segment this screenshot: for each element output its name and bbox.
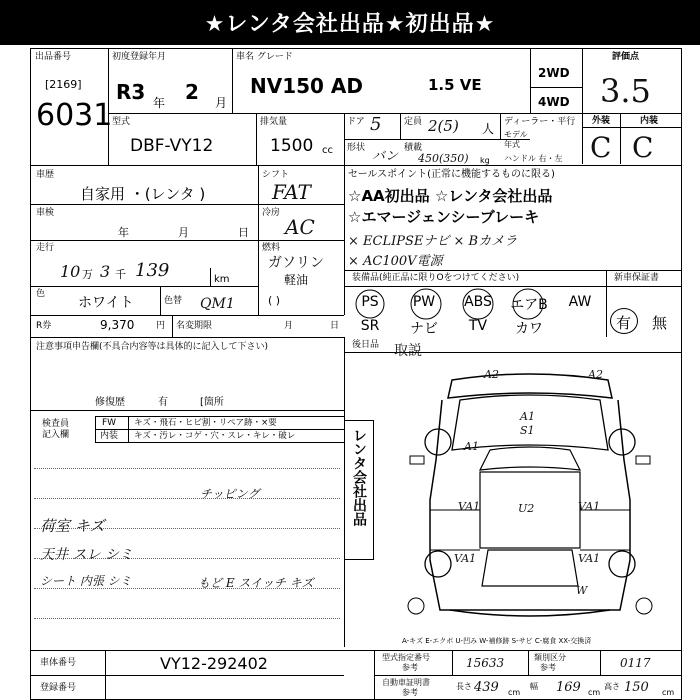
load-value: 450(350) <box>418 152 469 165</box>
color-label: 色 <box>36 289 46 299</box>
reg-tsuki: 月 <box>215 96 228 110</box>
equip-sr: SR <box>360 318 380 334</box>
remark-5: もど E スイッチ キズ <box>198 576 314 590</box>
width-unit: cm <box>588 688 601 697</box>
damage-s1: S1 <box>520 424 535 437</box>
equip-tv: TV <box>468 318 488 334</box>
remark-3: 天井 スレ シミ <box>40 547 133 563</box>
notes-label: 注意事項申告欄(不具合内容等は具体的に記入して下さい) <box>36 342 269 352</box>
reg-month: 2 <box>185 80 199 104</box>
remark-4: シート 内張 シミ <box>40 574 132 588</box>
point-1: ☆AA初出品 ☆レンタ会社出品 <box>348 187 553 205</box>
dealer-label: ディーラー・平行 <box>504 117 576 127</box>
fuel-label: 燃料 <box>262 243 281 253</box>
lot-sub: [2169] <box>45 78 82 91</box>
inspect-label: 車検 <box>36 208 55 218</box>
checker-l2: 記入欄 <box>42 430 70 440</box>
score-label: 評価点 <box>612 52 640 62</box>
equip-airbag: エアB <box>510 297 548 313</box>
drive-4wd: 4WD <box>538 95 570 109</box>
drive-2wd: 2WD <box>538 66 570 80</box>
category-value: 0117 <box>620 656 651 670</box>
height-unit: cm <box>662 688 675 697</box>
checker-fw: FW <box>102 418 117 428</box>
rear-label: 後日品 <box>352 340 380 350</box>
equip-circles <box>344 286 606 338</box>
length-value: 439 <box>474 680 499 695</box>
damage-va1-rear-left: VA1 <box>454 552 477 565</box>
fuel-other: ( ) <box>268 294 281 307</box>
cap-unit: 人 <box>482 122 495 136</box>
inspect-tsuki: 月 <box>178 226 189 239</box>
equip-label: 装備品(純正品に限りOをつけてください) <box>352 273 520 283</box>
height-label: 高さ <box>604 682 620 691</box>
model-name: NV150 AD <box>250 74 364 98</box>
expiry-hi: 日 <box>330 321 340 331</box>
point-3: × ECLIPSEナビ × Bカメラ <box>348 234 518 249</box>
repair-value: 有 <box>158 397 168 408</box>
point-2: ☆エマージェンシーブレーキ <box>348 208 540 226</box>
expiry-tsuki: 月 <box>284 321 294 331</box>
damage-va1-right: VA1 <box>578 500 601 513</box>
cap-label: 定員 <box>404 117 423 127</box>
shape-label: 形状 <box>347 143 366 153</box>
inspect-hi: 日 <box>238 226 249 239</box>
load-unit: kg <box>480 156 490 165</box>
mileage-sen: 3 <box>100 262 111 281</box>
lot-label: 出品番号 <box>35 52 72 62</box>
length-label: 長さ <box>456 682 472 691</box>
remark-2: 荷室 キズ <box>40 517 105 535</box>
damage-a2-right: A2 <box>588 368 603 381</box>
disp-value: 1500 <box>270 136 314 156</box>
handle-label: ハンドル 右・左 <box>504 154 563 163</box>
damage-a2-left: A2 <box>484 368 499 381</box>
certificate-label: 自動車証明書 <box>382 678 430 687</box>
mileage-man-unit: 万 <box>82 268 93 281</box>
damage-a1: A1 <box>520 410 535 423</box>
damage-w: W <box>576 584 588 597</box>
equip-ps: PS <box>361 294 379 310</box>
rental-stamp-text: レンタ会社出品 <box>351 428 367 526</box>
height-value: 150 <box>624 680 649 695</box>
warranty-yes: 有 <box>616 314 632 332</box>
equip-leather: カワ <box>515 321 543 337</box>
width-label: 幅 <box>530 682 538 691</box>
damage-u2: U2 <box>518 502 535 515</box>
disp-label: 排気量 <box>260 117 288 127</box>
recycle-label: R券 <box>36 321 52 331</box>
designation-label: 型式指定番号 <box>382 653 430 662</box>
category-sub: 参考 <box>540 663 556 672</box>
type-value: DBF-VY12 <box>130 136 214 156</box>
equip-navi: ナビ <box>410 321 438 337</box>
doors-value: 5 <box>370 114 382 135</box>
reg-nen: 年 <box>153 96 166 110</box>
grade: 1.5 VE <box>428 76 482 94</box>
color-change-label: 色替 <box>164 296 183 306</box>
ac-value: AC <box>285 215 315 239</box>
shape-value: バン <box>372 149 399 164</box>
warranty-yes-circle <box>610 308 638 334</box>
cap-value: 2(5) <box>428 117 459 135</box>
car-damage-diagram <box>380 360 680 630</box>
designation-sub: 参考 <box>402 663 418 672</box>
category-label: 類別区分 <box>534 653 566 662</box>
equip-aw: AW <box>568 294 592 310</box>
point-4: × AC100V電源 <box>348 254 443 269</box>
history-value: 自家用 ・(レンタ ) <box>80 185 206 203</box>
load-label: 積載 <box>404 143 423 153</box>
warranty-no: 無 <box>652 314 668 332</box>
checker-in-desc: キズ・汚レ・コゲ・穴・スレ・キレ・破レ <box>134 431 296 441</box>
banner-title: ★レンタ会社出品★初出品★ <box>0 0 700 45</box>
width-value: 169 <box>556 680 581 695</box>
newcar-warranty-label: 新車保証書 <box>614 273 660 283</box>
disp-unit: cc <box>322 145 333 156</box>
recycle-unit: 円 <box>156 321 166 331</box>
checker-in: 内装 <box>100 431 119 441</box>
type-label: 型式 <box>112 117 131 127</box>
mileage-sen-unit: 千 <box>115 268 126 281</box>
int-label: 内装 <box>640 116 659 126</box>
ac-label: 冷房 <box>262 208 281 218</box>
modelyear-l1: モデル <box>504 130 528 139</box>
mileage-label: 走行 <box>36 243 55 253</box>
doors-label: ドア <box>347 117 365 127</box>
expiry-label: 名変期限 <box>176 321 213 331</box>
shift-label: シフト <box>262 170 290 180</box>
name-label: 車名 グレード <box>236 52 293 62</box>
color-value: ホワイト <box>78 295 134 311</box>
repair-place: [箇所 <box>200 397 224 408</box>
reg-era: R3 <box>116 80 146 104</box>
reg-label: 初度登録年月 <box>112 52 167 62</box>
chassis-label: 車体番号 <box>40 658 77 668</box>
certificate-sub: 参考 <box>402 688 418 697</box>
damage-va1-left: VA1 <box>458 500 481 513</box>
inspect-nen: 年 <box>118 226 129 239</box>
mileage-unit: km <box>214 274 230 285</box>
score-value: 3.5 <box>600 72 651 110</box>
ext-value: C <box>590 131 612 164</box>
fuel-gasoline: ガソリン <box>268 255 324 271</box>
shift-value: FAT <box>272 180 311 204</box>
rear-value: 取説 <box>394 343 422 359</box>
equip-abs: ABS <box>464 294 492 310</box>
points-label: セールスポイント(正常に機能するものに限る) <box>348 169 555 180</box>
recycle-value: 9,370 <box>100 318 135 332</box>
designation-value: 15633 <box>466 656 505 670</box>
history-label: 車歴 <box>36 170 55 180</box>
regnum-label: 登録番号 <box>40 683 77 693</box>
damage-legend: A-キズ E-エクボ U-凹み W-補修跡 S-サビ C-腐食 XX-交換済 <box>402 637 592 645</box>
repair-label: 修復歴 <box>95 397 125 408</box>
checker-l1: 検査員 <box>42 419 70 429</box>
damage-a1-side: A1 <box>464 440 479 453</box>
damage-va1-rear-right: VA1 <box>578 552 601 565</box>
ext-label: 外装 <box>592 116 611 126</box>
lot-number: 6031 <box>36 98 113 133</box>
modelyear-l2: 年式 <box>504 140 520 149</box>
int-value: C <box>632 131 654 164</box>
color-code: QM1 <box>200 296 235 312</box>
chassis-number: VY12-292402 <box>160 654 268 673</box>
equip-pw: PW <box>412 294 436 310</box>
length-unit: cm <box>508 688 521 697</box>
checker-fw-desc: キズ・飛石・ヒビ割・リペア跡・×要 <box>134 418 277 428</box>
remark-1: チッピング <box>200 487 260 501</box>
fuel-diesel: 軽油 <box>284 273 309 287</box>
mileage-man: 10 <box>60 262 81 281</box>
mileage-rest: 139 <box>135 260 170 281</box>
